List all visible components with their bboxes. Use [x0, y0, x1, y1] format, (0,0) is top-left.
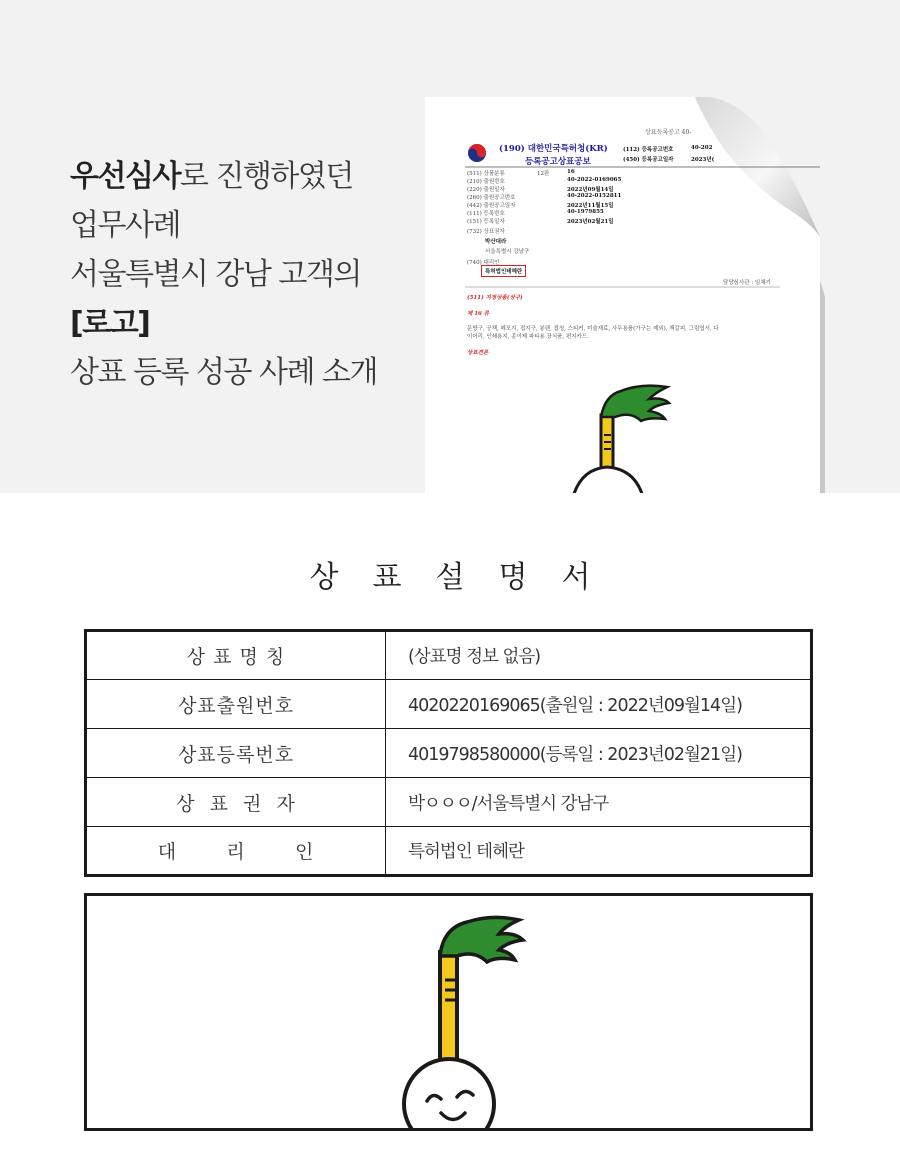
- row-value: 특허법인 테헤란: [386, 827, 812, 876]
- row-key: 상 표 권 자: [86, 778, 386, 827]
- doc-field-label: (260) 출원공고번호: [467, 195, 516, 201]
- doc-field-value: 40-1979855: [567, 209, 604, 215]
- row-key: 대 리 인: [86, 827, 386, 876]
- doc-goods-label: (511) 지정상품(상구): [467, 295, 523, 301]
- doc-owner-label: (732) 상표권자: [467, 229, 505, 235]
- registration-document-image: [425, 97, 825, 493]
- doc-field-label: (210) 출원번호: [467, 179, 505, 185]
- hero-headline: [70, 152, 377, 397]
- document-content: [425, 97, 825, 493]
- row-value: 4019798580000(등록일 : 2023년02월21일): [386, 729, 812, 778]
- doc-examiner: 담당심사관 : 임채기: [723, 280, 771, 286]
- doc-office: (190) 대한민국특허청(KR): [499, 144, 608, 154]
- table-row: [86, 631, 812, 680]
- doc-agent-highlight: 특허법인테헤란: [481, 265, 526, 277]
- row-key: 상 표 명 칭: [86, 631, 386, 680]
- doc-field-mid: 12판: [537, 171, 550, 177]
- doc-class-label: 제 16 류: [467, 311, 490, 317]
- row-key: 상표출원번호: [86, 680, 386, 729]
- sprout-mascot-logo-icon: [87, 896, 810, 1128]
- table-row: [86, 729, 812, 778]
- table-row: [86, 680, 812, 729]
- doc-goods-text: 이어리, 인쇄용지, 종이제 파티용 장식품, 편지카드.: [467, 334, 589, 340]
- hero-line-1-bold: 우선심사: [70, 159, 180, 194]
- doc-field-value: 16: [567, 169, 575, 175]
- row-value: 박ㅇㅇㅇ/서울특별시 강남구: [386, 778, 812, 827]
- doc-field-label: (220) 출원일자: [467, 187, 505, 193]
- doc-field-value: 2022년11월15일: [567, 203, 614, 209]
- doc-field-value: 2023년02월21일: [567, 219, 614, 225]
- hero-line-4: [로고]: [70, 306, 150, 341]
- doc-code-value: 40-202: [691, 145, 713, 151]
- doc-mark-label: 상표견본: [467, 350, 489, 356]
- doc-owner-address: 서울특별시 강남구: [485, 249, 530, 255]
- doc-agent-label: (740) 대리인: [467, 260, 500, 266]
- doc-field-label: (442) 출원공고일자: [467, 203, 516, 209]
- doc-field-value: 40-2022-0169065: [567, 177, 622, 183]
- row-value: (상표명 정보 없음): [386, 631, 812, 680]
- table-row: [86, 827, 812, 876]
- hero-banner: [0, 0, 900, 493]
- hero-line-1-rest: 로 진행하였던: [179, 159, 353, 194]
- hero-line-5: 상표 등록 성공 사례 소개: [70, 355, 377, 390]
- doc-field-label: (151) 등록일자: [467, 219, 505, 225]
- doc-code-label: (450) 등록공고일자: [623, 157, 674, 163]
- doc-field-label: (111) 등록번호: [467, 211, 505, 217]
- section-title: 상표설명서: [309, 560, 625, 595]
- doc-code-label: (112) 등록공고번호: [623, 147, 674, 153]
- doc-field-label: (511) 상품분류: [467, 171, 505, 177]
- hero-line-3: 서울특별시 강남 고객의: [70, 257, 361, 292]
- table-row: [86, 778, 812, 827]
- doc-goods-text: 문방구, 공책, 메모지, 접지구, 봉랜, 접청, 스티커, 미술재료, 사무용품(가구는 제외), 책갈피, 그림엽서, 다: [467, 326, 719, 332]
- doc-code-value: 2023년(: [691, 157, 715, 163]
- hero-line-1: [70, 152, 377, 201]
- trademark-info-table: [84, 629, 813, 877]
- row-key: 상표등록번호: [86, 729, 386, 778]
- doc-field-value: 40-2022-0152811: [567, 193, 622, 199]
- hero-line-2: 업무사례: [70, 208, 180, 243]
- trademark-logo-box: [84, 893, 813, 1131]
- doc-bulletin: 등록공고상표공보: [525, 157, 591, 167]
- doc-field-value: 2022년09월14일: [567, 187, 614, 193]
- doc-owner-name: 박산대라: [485, 239, 507, 245]
- doc-header: 상표등록공고 40-: [645, 129, 692, 136]
- row-value: 4020220169065(출원일 : 2022년09월14일): [386, 680, 812, 729]
